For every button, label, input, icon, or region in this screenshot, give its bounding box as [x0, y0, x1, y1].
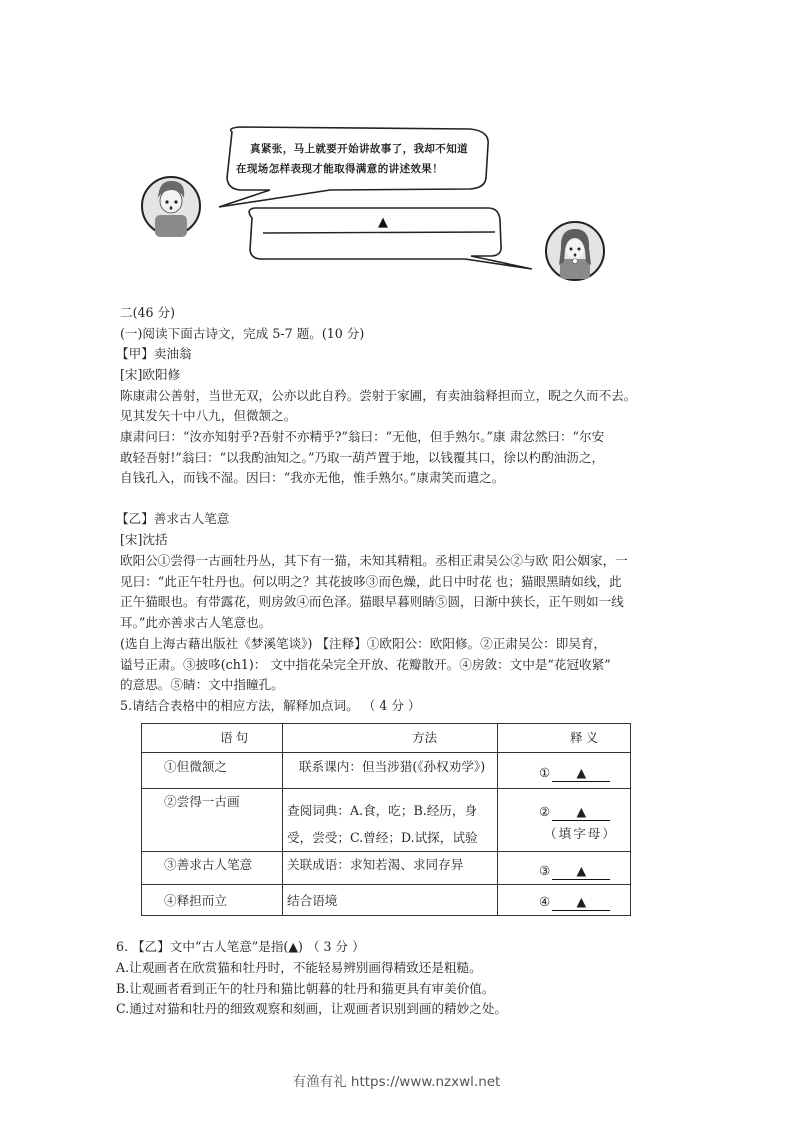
- text-b-line: 正午猫眼也。有带露花，则房敛④而色泽。猫眼早暮则睛⑤圆，日渐中狭长，正午则如一线: [120, 594, 624, 609]
- answer-number: ③: [539, 863, 551, 878]
- text-a-line: 自钱孔入，而钱不湿。因曰：“我亦无他，惟手熟尔。”康肃笑而遣之。: [120, 470, 505, 485]
- table-row-2-answer[interactable]: [539, 804, 610, 821]
- text-b-author: [宋]沈括: [120, 532, 168, 547]
- answer-number: ②: [539, 804, 551, 819]
- section-subheading: (一)阅读下面古诗文，完成 5-7 题。(10 分): [120, 326, 365, 341]
- text-b-notes-line: 的意思。⑤睛：文中指瞳孔。: [120, 677, 284, 692]
- answer-line: [263, 232, 495, 233]
- table-row-1-answer[interactable]: [539, 765, 610, 782]
- boy-avatar: [142, 177, 200, 237]
- table-row-2-note: （填字母）: [544, 826, 617, 841]
- answer-blank[interactable]: ▲: [552, 804, 610, 821]
- answer-number: ④: [539, 894, 551, 909]
- table-row-1-sentence: ①但微颔之: [164, 759, 227, 774]
- question-6-option-c[interactable]: C.通过对猫和牡丹的细致观察和刻画，让观画者识别到画的精妙之处。: [116, 1001, 508, 1016]
- table-row-3-method: 关联成语：求知若渴、求同存异: [287, 857, 464, 872]
- answer-number: ①: [539, 765, 551, 780]
- text-a-title: 【甲】卖油翁: [116, 346, 192, 361]
- text-a-author: [宋]欧阳修: [120, 367, 181, 382]
- text-a-line: 康肃问曰：“汝亦知射乎?吾射不亦精乎?”翁曰：“无他，但手熟尔。”康 肃忿然曰：“尔安: [120, 429, 605, 444]
- boy-bubble-line-2: 在现场怎样表现才能取得满意的讲述效果！: [236, 163, 444, 175]
- table-header-method: 方法: [412, 730, 438, 745]
- table-row-2-sentence: ②尝得一古画: [164, 794, 240, 809]
- table-row-4-answer[interactable]: [539, 894, 610, 911]
- table-row-1-method: 联系课内：但当涉猎(《孙权劝学》): [299, 759, 486, 774]
- text-b-line: 见曰：“此正午牡丹也。何以明之？其花披哆③而色燥，此日中时花 也；猫眼黑睛如线，此: [120, 574, 622, 589]
- table-header-meaning: 释义: [570, 730, 602, 745]
- girl-avatar: [546, 222, 604, 280]
- text-a-line: 敢轻吾射!”翁曰：“以我酌油知之。”乃取一葫芦置于地，以钱覆其口，徐以杓酌油沥之，: [120, 450, 605, 465]
- question-6-option-a[interactable]: A.让观画者在欣赏猫和牡丹时，不能轻易辨别画得精致还是粗糙。: [116, 960, 482, 975]
- text-b-line: 耳。”此亦善求古人笔意也。: [120, 615, 272, 630]
- question-5-prompt: 5.请结合表格中的相应方法，解释加点词。 （ 4 分 ）: [120, 698, 421, 713]
- text-b-line: 欧阳公①尝得一古画牡丹丛，其下有一猫，未知其精粗。丞相正肃吴公②与欧 阳公姻家，一: [120, 553, 628, 568]
- question-6-prompt: 6. 【乙】文中“古人笔意”是指(▲) （ 3 分 ）: [116, 939, 365, 954]
- boy-bubble-line-1: 真紧张，马上就要开始讲故事了，我却不知道: [250, 143, 468, 155]
- table-row-3-sentence: ③善求古人笔意: [164, 857, 253, 872]
- watermark: 有渔有礼 https://www.nzxwl.net: [292, 1074, 501, 1090]
- text-b-notes-line: (选自上海古藉出版社《梦溪笔谈》) 【注释】①欧阳公：欧阳修。②正肃吴公：即吴育，: [120, 636, 607, 651]
- table-row-2-method-line-1: 查阅词典：A.食，吃；B.经历，身: [287, 803, 478, 818]
- answer-blank[interactable]: ▲: [552, 765, 610, 782]
- text-a-line: 见其发矢十中八九，但微颔之。: [120, 408, 297, 423]
- table-row-4-sentence: ④释担而立: [164, 893, 227, 908]
- girl-speech-bubble: [249, 208, 532, 269]
- section-heading: 二(46 分): [120, 305, 176, 320]
- text-b-title: 【乙】善求古人笔意: [116, 511, 230, 526]
- text-b-notes-line: 谥号正肃。③披哆(ch1)： 文中指花朵完全开放、花瓣散开。④房敛：文中是“花冠收紧”: [120, 657, 611, 672]
- table-row-2-method-line-2: 受，尝受；C.曾经；D.试探，试验: [287, 830, 478, 845]
- answer-blank[interactable]: ▲: [552, 863, 610, 880]
- question-5-table: [141, 723, 631, 916]
- table-row-3-answer[interactable]: [539, 863, 610, 880]
- table-row-4-method: 结合语境: [287, 893, 338, 908]
- text-a-line: 陈康肃公善射，当世无双，公亦以此自矜。尝射于家圃，有卖油翁释担而立，睨之久而不去。: [120, 388, 637, 403]
- answer-blank[interactable]: ▲: [552, 894, 610, 911]
- answer-triangle-icon: ▲: [378, 215, 388, 230]
- table-header-sentence: 语句: [220, 730, 252, 745]
- question-6-option-b[interactable]: B.让观画者看到正午的牡丹和猫比朝暮的牡丹和猫更具有审美价值。: [116, 981, 495, 996]
